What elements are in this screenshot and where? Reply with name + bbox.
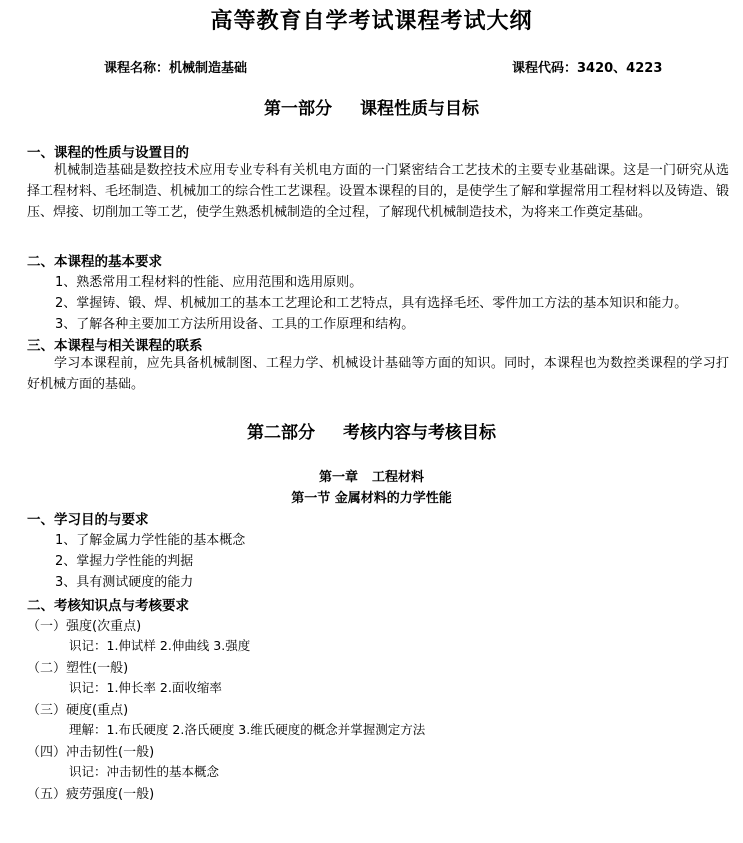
part1-title (0, 94, 743, 119)
part2-name: 考核内容与考核目标 (343, 423, 496, 443)
point-requirement: 识记：1.伸长率 2.面收缩率 (69, 680, 222, 695)
course-code: 课程代码：3420、4223 (512, 61, 663, 76)
point-label: （三）硬度(重点) (27, 703, 129, 718)
part2-label: 第二部分 (247, 423, 315, 443)
goal-item: 2、掌握力学性能的判据 (55, 554, 194, 569)
point-requirement: 理解：1.布氏硬度 2.洛氏硬度 3.维氏硬度的概念并掌握测定方法 (69, 722, 426, 737)
point-label: （一）强度(次重点) (27, 619, 142, 634)
chapter-name: 工程材料 (372, 470, 425, 485)
goals-heading: 一、学习目的与要求 (27, 512, 149, 528)
chapter-label: 第一章 (318, 470, 358, 485)
document-title: 高等教育自学考试课程考试大纲 (210, 8, 533, 34)
point-label: （五）疲劳强度(一般) (27, 787, 155, 802)
point-requirement: 识记：1.伸试样 2.伸曲线 3.强度 (69, 638, 251, 653)
chapter-title (0, 466, 743, 485)
points-heading: 二、考核知识点与考核要求 (27, 598, 189, 614)
section-heading-requirements: 二、本课程的基本要求 (27, 254, 162, 270)
section-heading-relations: 三、本课程与相关课程的联系 (27, 338, 203, 354)
point-label: （四）冲击韧性(一般) (27, 745, 155, 760)
requirement-item: 3、了解各种主要加工方法所用设备、工具的工作原理和结构。 (55, 317, 415, 332)
goal-item: 1、了解金属力学性能的基本概念 (55, 533, 246, 548)
section-title: 第一节 金属材料的力学性能 (291, 491, 452, 506)
section-text-relations: 学习本课程前，应先具备机械制图、工程力学、机械设计基础等方面的知识。同时，本课程也为数控类课程的学习打好机械方面的基础。 (27, 356, 729, 392)
goal-item: 3、具有测试硬度的能力 (55, 575, 194, 590)
part1-label: 第一部分 (264, 99, 332, 119)
section-text-nature: 机械制造基础是数控技术应用专业专科有关机电方面的一门紧密结合工艺技术的主要专业基础课。这是一门研究从选择工程材料、毛坯制造、机械加工的综合性工艺课程。设置本课程的目的，是使学生了解和掌握常用工程材料以及铸造、锻压、焊接、切削加工等工艺，使学生熟悉机械制造的全过程，了解现代机械制造技术，为将来工作奠定基础。 (27, 163, 730, 220)
point-label: （二）塑性(一般) (27, 661, 129, 676)
point-requirement: 识记：冲击韧性的基本概念 (69, 764, 220, 779)
part1-name: 课程性质与目标 (360, 99, 479, 119)
course-name: 课程名称：机械制造基础 (104, 61, 248, 76)
part2-title (0, 418, 743, 443)
section-heading-nature: 一、课程的性质与设置目的 (27, 145, 189, 161)
requirement-item: 2、掌握铸、锻、焊、机械加工的基本工艺理论和工艺特点，具有选择毛坯、零件加工方法的基本知识和能力。 (55, 296, 688, 311)
requirement-item: 1、熟悉常用工程材料的性能、应用范围和选用原则。 (55, 275, 363, 290)
